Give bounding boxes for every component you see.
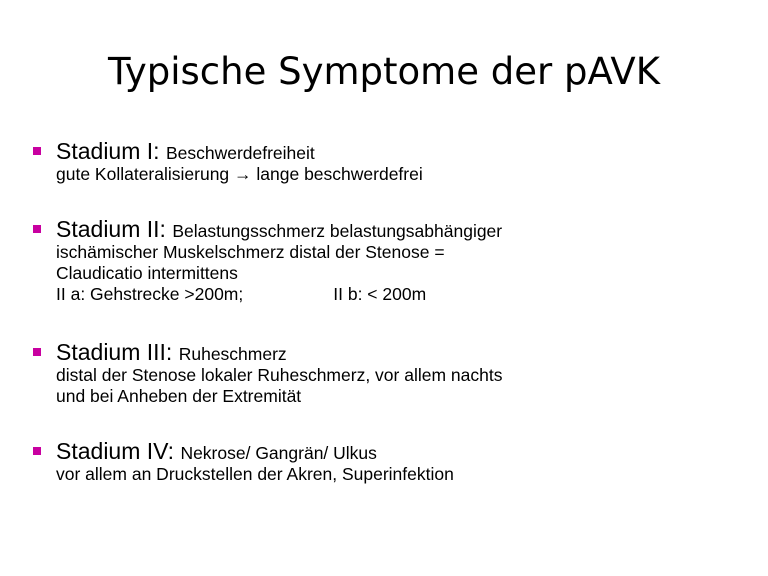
bullet-icon [33,225,41,233]
stage-1-line-1: gute Kollateralisierung → lange beschwerdefrei [56,164,423,184]
stage-3-label: Stadium III: [56,339,173,365]
stage-3-line-2: und bei Anheben der Extremität [56,386,302,406]
slide-title: Typische Symptome der pAVK [108,50,660,93]
stage-3-line-1: distal der Stenose lokaler Ruheschmerz, vor allem nachts [56,365,503,385]
bullet-icon [33,147,41,155]
stage-4-summary: Nekrose/ Gangrän/ Ulkus [180,443,377,463]
stage-1-label: Stadium I: [56,138,160,164]
stage-2-substages [56,284,426,305]
stage-1-heading [56,138,315,166]
bullet-icon [33,348,41,356]
stage-4-line-1: vor allem an Druckstellen der Akren, Superinfektion [56,464,454,484]
bullet-icon [33,447,41,455]
stage-2-substage-a: II a: Gehstrecke >200m; [56,284,244,304]
stage-1-summary: Beschwerdefreiheit [165,143,315,163]
stage-4-label: Stadium IV: [56,438,175,464]
stage-3-heading [56,339,287,367]
stage-4-heading [56,438,377,466]
stage-2-line-1: ischämischer Muskelschmerz distal der Stenose = [56,242,445,262]
stage-3-summary: Ruheschmerz [178,344,287,364]
stage-2-summary: Belastungsschmerz belastungsabhängiger [172,221,503,241]
stage-2-substage-b: II b: < 200m [333,284,427,304]
stage-2-line-2: Claudicatio intermittens [56,263,238,283]
stage-2-label: Stadium II: [56,216,166,242]
stage-2-heading [56,216,502,244]
